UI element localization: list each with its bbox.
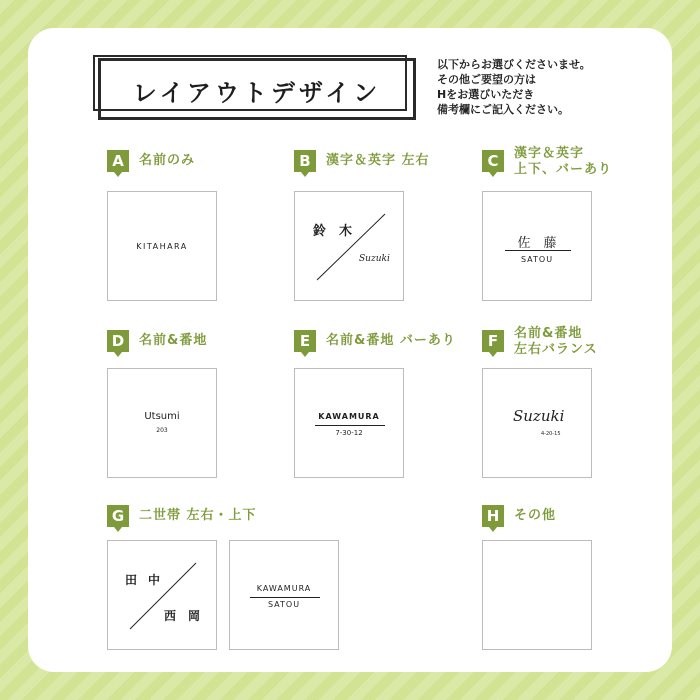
option-a-label <box>107 150 195 172</box>
sample-romaji: SATOU <box>520 255 554 264</box>
bar-divider <box>505 250 571 251</box>
option-d-label <box>107 330 207 352</box>
title-frame <box>98 58 416 120</box>
option-f-title-line: 左右バランス <box>514 342 598 357</box>
page-title: レイアウトデザイン <box>132 79 382 107</box>
option-b-preview[interactable] <box>294 191 404 301</box>
sample-script: Suzuki <box>359 254 390 264</box>
option-d-preview[interactable] <box>107 368 217 478</box>
option-c-title-line: 漢字＆英字 <box>514 146 585 161</box>
sample-name: KAWAMURA <box>318 412 380 421</box>
option-f-preview[interactable] <box>482 368 592 478</box>
instruction-note <box>437 57 667 117</box>
option-c-preview[interactable] <box>482 191 592 301</box>
option-a-badge: A <box>107 150 129 172</box>
option-f-title-line: 名前&番地 <box>514 326 583 341</box>
diagonal-divider <box>108 541 218 651</box>
sample-number: 7-30-12 <box>335 429 363 437</box>
option-c-title <box>514 146 612 178</box>
option-g-preview-1[interactable] <box>107 540 217 650</box>
option-e-badge: E <box>294 330 316 352</box>
sample-kanji: 佐 藤 <box>517 236 557 251</box>
option-f-label <box>482 326 598 358</box>
bar-divider <box>250 597 320 598</box>
note-line: 以下からお選びくださいませ。 <box>437 58 591 71</box>
option-f-badge: F <box>482 330 504 352</box>
option-d-badge: D <box>107 330 129 352</box>
sample-name: KITAHARA <box>136 242 188 251</box>
sample-name-bottom: SATOU <box>267 600 301 609</box>
sample-kanji: 中 <box>148 573 161 587</box>
option-g-label <box>107 505 257 527</box>
option-e-label <box>294 330 456 352</box>
option-g-preview-2[interactable] <box>229 540 339 650</box>
option-b-badge: B <box>294 150 316 172</box>
sample-name-top: KAWAMURA <box>256 584 312 593</box>
option-a-preview[interactable] <box>107 191 217 301</box>
sample-number: 4-20-15 <box>541 431 561 437</box>
option-h-preview[interactable] <box>482 540 592 650</box>
sample-script: Suzuki <box>513 407 565 425</box>
option-b-label <box>294 150 430 172</box>
option-e-preview[interactable] <box>294 368 404 478</box>
sample-kanji: 岡 <box>188 609 201 623</box>
option-h-title: その他 <box>514 508 557 523</box>
note-line: その他ご要望の方は <box>437 73 536 86</box>
option-c-label <box>482 146 613 178</box>
option-e-title: 名前&番地 バーあり <box>326 333 456 348</box>
option-a-title: 名前のみ <box>139 153 196 168</box>
diagonal-divider <box>295 192 405 302</box>
sample-kanji-1: 鈴 <box>313 224 327 239</box>
sample-number: 203 <box>156 427 168 434</box>
bar-divider <box>315 425 385 426</box>
option-b-title: 漢字＆英字 左右 <box>326 153 430 168</box>
option-c-badge: C <box>482 150 504 172</box>
note-line: 備考欄にご記入ください。 <box>437 103 569 116</box>
option-g-title: 二世帯 左右・上下 <box>139 508 257 523</box>
option-f-title <box>514 326 598 358</box>
sample-kanji: 西 <box>164 609 177 623</box>
sample-name: Utsumi <box>144 411 180 422</box>
option-c-title-line: 上下、バーあり <box>514 162 613 177</box>
sample-kanji: 田 <box>125 573 138 587</box>
option-g-badge: G <box>107 505 129 527</box>
note-line: Hをお選びいただき <box>437 88 535 101</box>
option-h-label <box>482 505 556 527</box>
option-h-badge: H <box>482 505 504 527</box>
sample-kanji-2: 木 <box>339 224 353 239</box>
option-d-title: 名前&番地 <box>139 333 208 348</box>
